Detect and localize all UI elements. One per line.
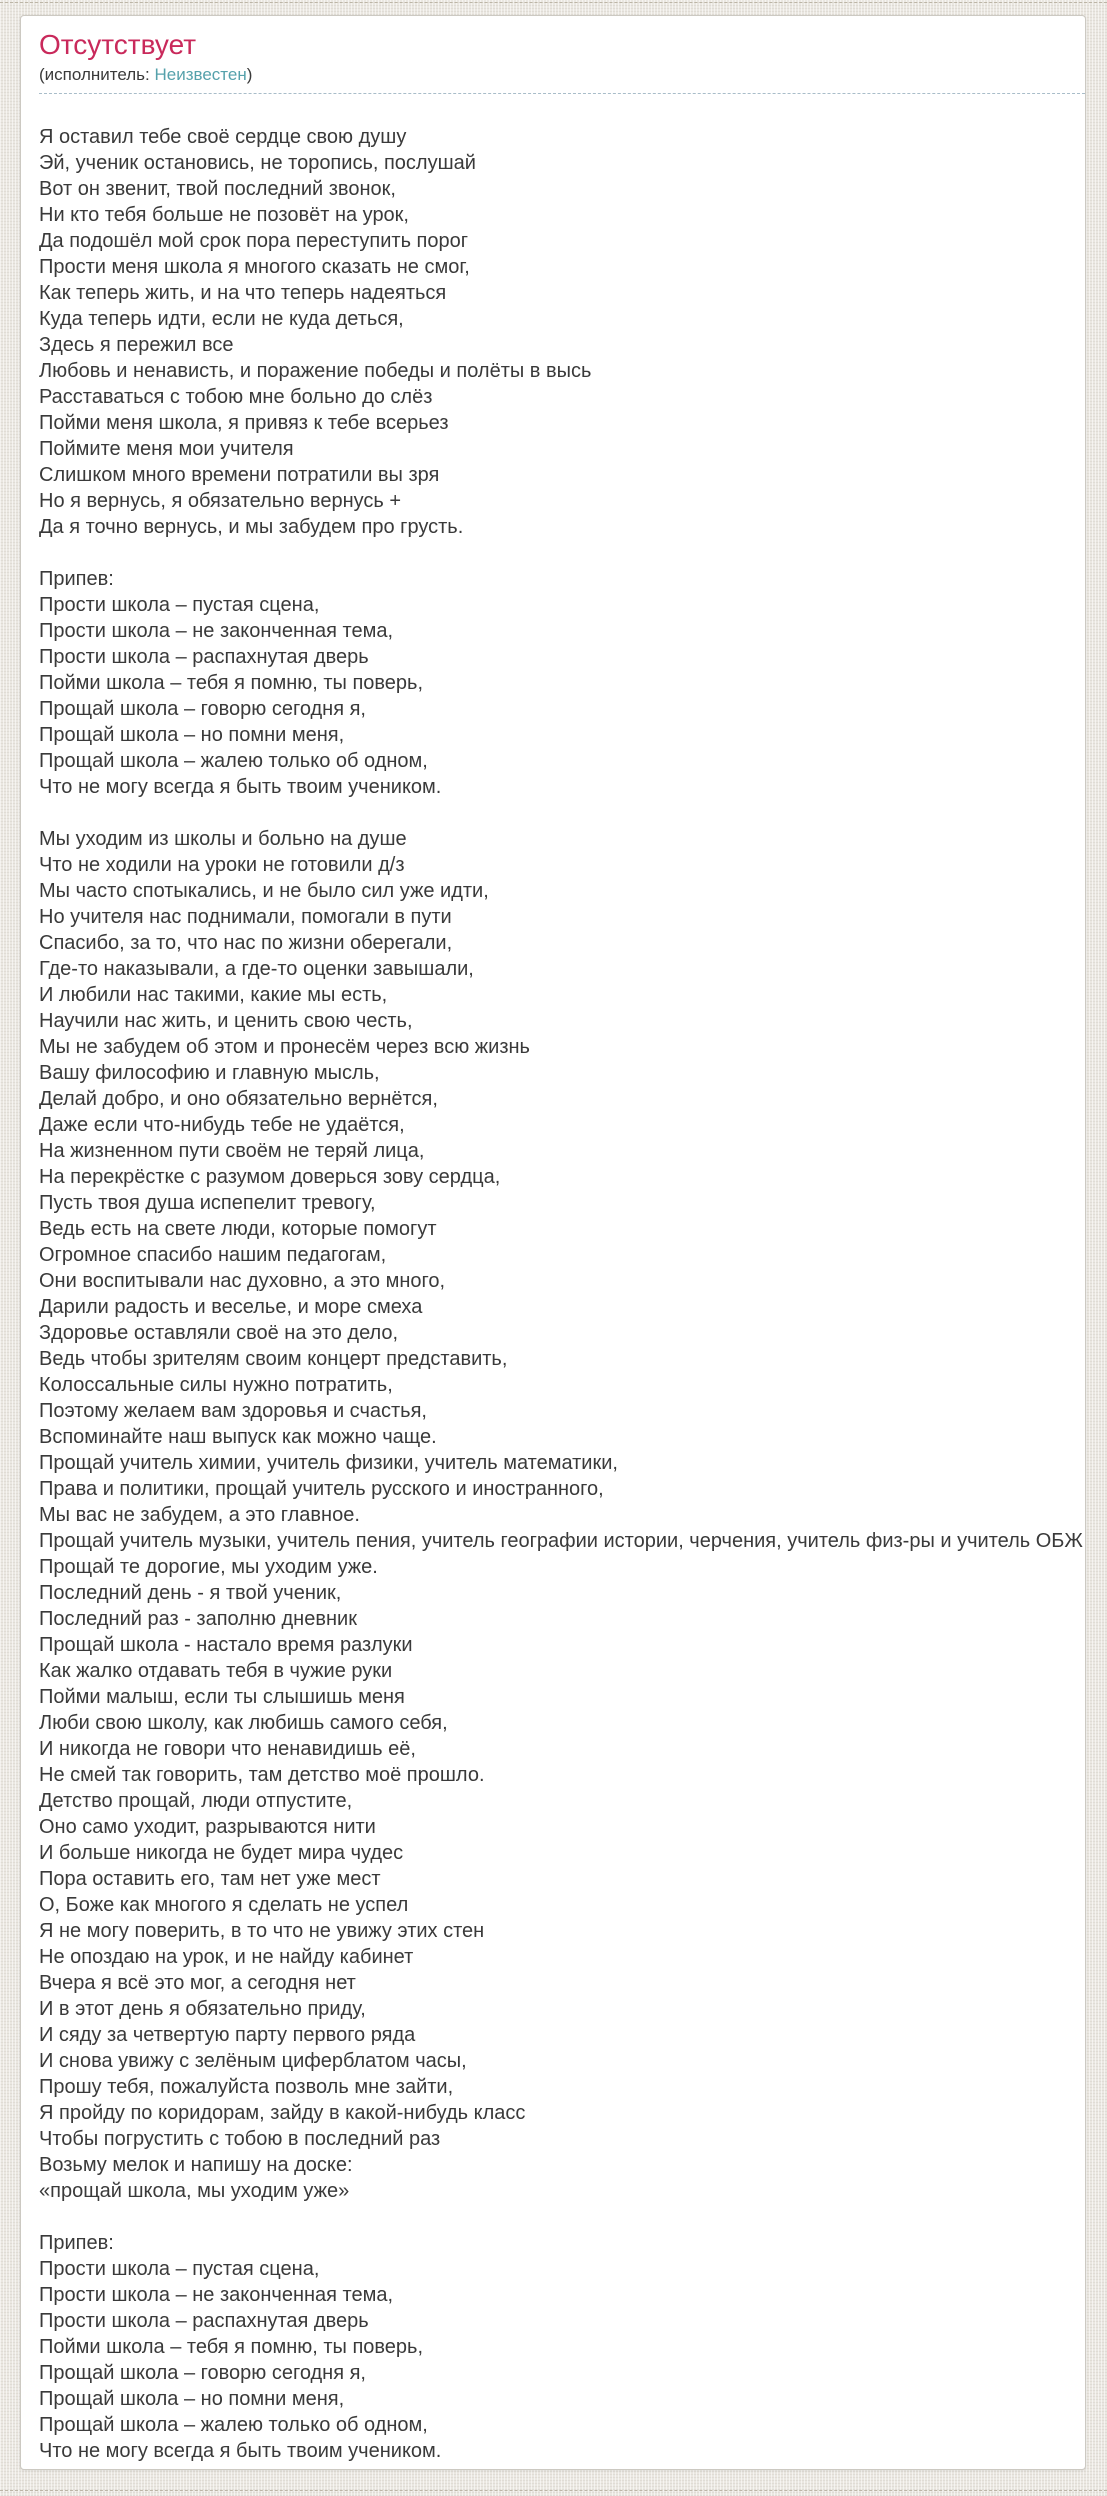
- artist-line: [39, 64, 1085, 85]
- lyric-line: Чтобы погрустить с тобою в последний раз: [39, 2128, 441, 2150]
- lyric-line: Пойми меня школа, я привяз к тебе всерьез: [39, 412, 449, 434]
- lyric-line: Пусть твоя душа испепелит тревогу,: [39, 1192, 376, 1214]
- lyric-line: Прошу тебя, пожалуйста позволь мне зайти,: [39, 2076, 454, 2098]
- lyric-line: Прости школа – распахнутая дверь: [39, 2310, 369, 2332]
- lyric-line: Припев:: [39, 2232, 114, 2254]
- stanza: [39, 2230, 1085, 2464]
- lyric-line: Но учителя нас поднимали, помогали в пути: [39, 906, 452, 928]
- lyric-line: Прощай школа – но помни меня,: [39, 2388, 345, 2410]
- lyric-line: Здоровье оставляли своё на это дело,: [39, 1322, 399, 1344]
- lyrics-card: [20, 15, 1086, 2470]
- lyric-line: Я оставил тебе своё сердце свою душу: [39, 126, 407, 148]
- lyric-line: Прости школа – распахнутая дверь: [39, 646, 369, 668]
- lyric-line: Но я вернусь, я обязательно вернусь +: [39, 490, 402, 512]
- lyric-line: Ведь есть на свете люди, которые помогут: [39, 1218, 437, 1240]
- lyric-line: И больше никогда не будет мира чудес: [39, 1842, 404, 1864]
- artist-link[interactable]: Неизвестен: [154, 65, 247, 84]
- lyric-line: Прощай учитель музыки, учитель пения, учитель географии истории, черчения, учитель физ-ры и учитель ОБЖ: [39, 1530, 1083, 1552]
- lyric-line: Любовь и ненависть, и поражение победы и полёты в высь: [39, 360, 592, 382]
- lyric-line: Детство прощай, люди отпустите,: [39, 1790, 353, 1812]
- lyric-line: Возьму мелок и напишу на доске:: [39, 2154, 353, 2176]
- lyric-line: Они воспитывали нас духовно, а это много,: [39, 1270, 446, 1292]
- lyric-line: О, Боже как многого я сделать не успел: [39, 1894, 409, 1916]
- lyric-line: Прощай школа – жалею только об одном,: [39, 2414, 428, 2436]
- lyric-line: Да я точно вернусь, и мы забудем про грусть.: [39, 516, 464, 538]
- lyric-line: Я пройду по коридорам, зайду в какой-нибудь класс: [39, 2102, 526, 2124]
- song-title: Отсутствует: [39, 29, 197, 60]
- lyric-line: Мы часто спотыкались, и не было сил уже идти,: [39, 880, 489, 902]
- lyric-line: Мы не забудем об этом и пронесём через всю жизнь: [39, 1036, 530, 1058]
- lyric-line: Прощай школа – говорю сегодня я,: [39, 698, 366, 720]
- lyrics-text: [39, 124, 1085, 2464]
- lyric-line: Я не могу поверить, в то что не увижу этих стен: [39, 1920, 485, 1942]
- lyric-line: Оно само уходит, разрываются нити: [39, 1816, 376, 1838]
- lyric-line: И никогда не говори что ненавидишь её,: [39, 1738, 416, 1760]
- lyric-line: Делай добро, и оно обязательно вернётся,: [39, 1088, 438, 1110]
- header: [39, 29, 1085, 94]
- lyric-line: И снова увижу с зелёным циферблатом часы,: [39, 2050, 467, 2072]
- lyric-line: Колоссальные силы нужно потратить,: [39, 1374, 393, 1396]
- lyric-line: Пойми малыш, если ты слышишь меня: [39, 1686, 405, 1708]
- lyric-line: Вашу философию и главную мысль,: [39, 1062, 380, 1084]
- lyric-line: Прости школа – не законченная тема,: [39, 2284, 394, 2306]
- lyric-line: Права и политики, прощай учитель русского и иностранного,: [39, 1478, 604, 1500]
- lyric-line: Люби свою школу, как любишь самого себя,: [39, 1712, 448, 1734]
- lyric-line: И любили нас такими, какие мы есть,: [39, 984, 388, 1006]
- lyric-line: Не смей так говорить, там детство моё прошло.: [39, 1764, 485, 1786]
- lyric-line: Поймите меня мои учителя: [39, 438, 294, 460]
- top-texture-line: [0, 2, 1107, 3]
- lyric-line: Пойми школа – тебя я помню, ты поверь,: [39, 672, 424, 694]
- lyric-line: На жизненном пути своём не теряй лица,: [39, 1140, 425, 1162]
- lyric-line: Прощай школа - настало время разлуки: [39, 1634, 413, 1656]
- lyric-line: Даже если что-нибудь тебе не удаётся,: [39, 1114, 405, 1136]
- stanza: [39, 124, 1085, 540]
- lyric-line: Припев:: [39, 568, 114, 590]
- lyric-line: Ведь чтобы зрителям своим концерт представить,: [39, 1348, 508, 1370]
- lyric-line: «прощай школа, мы уходим уже»: [39, 2180, 350, 2202]
- lyric-line: Последний день - я твой ученик,: [39, 1582, 342, 1604]
- lyric-line: Эй, ученик остановись, не торопись, послушай: [39, 152, 476, 174]
- lyric-line: Прощай учитель химии, учитель физики, учитель математики,: [39, 1452, 618, 1474]
- lyric-line: Вчера я всё это мог, а сегодня нет: [39, 1972, 356, 1994]
- artist-label-suffix: ): [246, 65, 253, 84]
- lyric-line: Как жалко отдавать тебя в чужие руки: [39, 1660, 393, 1682]
- lyric-line: Как теперь жить, и на что теперь надеяться: [39, 282, 447, 304]
- lyric-line: Что не могу всегда я быть твоим учеником.: [39, 2440, 442, 2462]
- lyric-line: Огромное спасибо нашим педагогам,: [39, 1244, 387, 1266]
- lyric-line: И в этот день я обязательно приду,: [39, 1998, 366, 2020]
- lyric-line: Научили нас жить, и ценить свою честь,: [39, 1010, 413, 1032]
- lyric-line: Да подошёл мой срок пора переступить порог: [39, 230, 469, 252]
- lyric-line: Дарили радость и веселье, и море смеха: [39, 1296, 423, 1318]
- lyric-line: Прости школа – пустая сцена,: [39, 2258, 320, 2280]
- lyric-line: Поэтому желаем вам здоровья и счастья,: [39, 1400, 427, 1422]
- bottom-texture-line: [0, 2490, 1107, 2491]
- lyric-line: Слишком много времени потратили вы зря: [39, 464, 440, 486]
- stanza: [39, 566, 1085, 800]
- lyric-line: Вот он звенит, твой последний звонок,: [39, 178, 396, 200]
- lyric-line: Последний раз - заполню дневник: [39, 1608, 357, 1630]
- lyric-line: Мы вас не забудем, а это главное.: [39, 1504, 360, 1526]
- lyric-line: Прощай те дорогие, мы уходим уже.: [39, 1556, 378, 1578]
- lyric-line: Мы уходим из школы и больно на душе: [39, 828, 407, 850]
- lyric-line: Прости школа – пустая сцена,: [39, 594, 320, 616]
- lyric-line: На перекрёстке с разумом доверься зову сердца,: [39, 1166, 501, 1188]
- lyric-line: Где-то наказывали, а где-то оценки завышали,: [39, 958, 474, 980]
- lyric-line: Прости меня школа я многого сказать не смог,: [39, 256, 470, 278]
- lyric-line: Вспоминайте наш выпуск как можно чаще.: [39, 1426, 437, 1448]
- lyric-line: Прощай школа – но помни меня,: [39, 724, 345, 746]
- lyric-line: Пойми школа – тебя я помню, ты поверь,: [39, 2336, 424, 2358]
- lyric-line: Что не ходили на уроки не готовили д/з: [39, 854, 405, 876]
- lyric-line: И сяду за четвертую парту первого ряда: [39, 2024, 416, 2046]
- lyric-line: Что не могу всегда я быть твоим учеником.: [39, 776, 442, 798]
- lyric-line: Спасибо, за то, что нас по жизни оберегали,: [39, 932, 453, 954]
- lyric-line: Прости школа – не законченная тема,: [39, 620, 394, 642]
- lyric-line: Здесь я пережил все: [39, 334, 234, 356]
- lyric-line: Пора оставить его, там нет уже мест: [39, 1868, 381, 1890]
- artist-label-prefix: (исполнитель:: [39, 65, 155, 84]
- lyric-line: Расставаться с тобою мне больно до слёз: [39, 386, 433, 408]
- stanza: [39, 826, 1085, 2204]
- lyric-line: Ни кто тебя больше не позовёт на урок,: [39, 204, 409, 226]
- lyric-line: Прощай школа – жалею только об одном,: [39, 750, 428, 772]
- lyric-line: Не опоздаю на урок, и не найду кабинет: [39, 1946, 414, 1968]
- lyric-line: Прощай школа – говорю сегодня я,: [39, 2362, 366, 2384]
- lyric-line: Куда теперь идти, если не куда деться,: [39, 308, 404, 330]
